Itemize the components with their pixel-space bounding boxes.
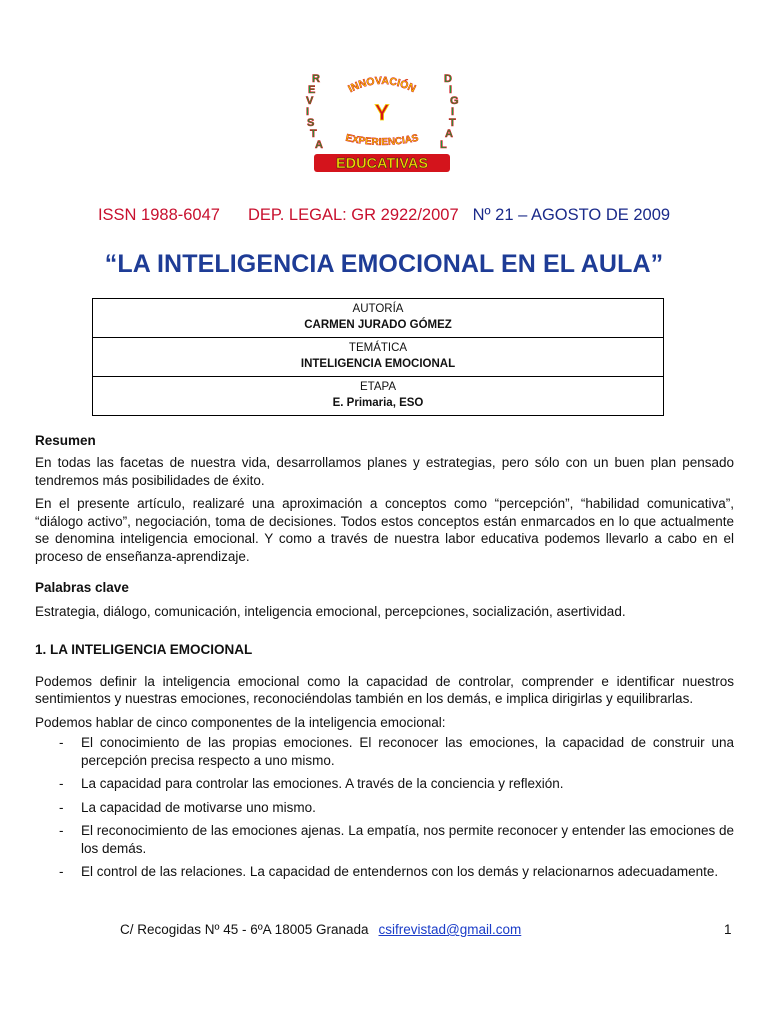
info-value: CARMEN JURADO GÓMEZ [304,319,452,331]
address-text: C/ Recogidas Nº 45 - 6ºA 18005 Granada [120,922,369,937]
logo-right-letter: A [445,128,453,140]
bullet-dash: - [59,776,64,791]
resumen-paragraph-1: En todas las facetas de nuestra vida, desarrollamos planes y estrategias, pero sólo con un buen plan pensado tendremos más posibilidades de éxito. [35,455,734,488]
page-number: 1 [724,922,732,937]
bullet-dash: - [59,799,64,815]
logo-left-letter: T [310,128,317,140]
dep-legal-text: DEP. LEGAL: GR 2922/2007 [247,206,459,224]
logo-left-letter: E [308,84,316,96]
footer-address [120,922,521,937]
info-label: TEMÁTICA [348,342,408,354]
list-item [35,775,734,793]
list-item-text: La capacidad para controlar las emociones. A través de la conciencia y reflexión. [81,776,564,791]
magazine-logo [296,68,468,178]
logo-left-letter: V [306,95,314,107]
logo-right-letter: I [451,106,455,118]
info-label: ETAPA [360,381,396,393]
info-label: AUTORÍA [352,303,404,315]
list-item-text: El conocimiento de las propias emociones. El reconocer las emociones, la capacidad de construir una percepción precisa respecto a uno mismo. [81,735,734,768]
logo-arc-text: INNOVACIÓN [346,74,418,96]
bullet-dash: - [59,823,64,838]
info-cell [93,299,664,338]
logo-right-letter: G [450,95,459,107]
keywords-text: Estrategia, diálogo, comunicación, inteligencia emocional, percepciones, socialización, asertividad. [35,604,626,619]
list-item-text: La capacidad de motivarse uno mismo. [81,799,316,815]
logo-base-text: EDUCATIVAS [335,156,429,172]
logo-right-letter: I [449,84,453,96]
info-row-authorship [93,299,664,338]
list-item [35,822,734,857]
logo-left-letter: I [306,106,310,118]
logo-right-letter: T [449,117,456,129]
publication-header [0,206,768,225]
keywords-heading: Palabras clave [35,580,129,595]
logo-right-letters [440,73,459,151]
info-cell [93,377,664,416]
issue-number-text: Nº 21 – AGOSTO DE 2009 [472,206,671,224]
section-1-heading: 1. LA INTELIGENCIA EMOCIONAL [35,641,253,657]
list-item-text: El control de las relaciones. La capacidad de entendernos con los demás y relacionarnos adecuadamente. [81,864,719,879]
article-title: “LA INTELIGENCIA EMOCIONAL EN EL AULA” [104,250,664,278]
logo-right-letter: L [440,139,447,151]
list-item [35,734,734,769]
info-row-topic [93,338,664,377]
logo-right-letter: D [444,73,452,85]
logo-exp-text: EXPERIENCIAS [344,132,420,149]
info-row-stage [93,377,664,416]
bullet-dash: - [59,735,64,750]
resumen-paragraph-2: En el presente artículo, realizaré una aproximación a conceptos como “percepción”, “habilidad comunicativa”, “diálogo activo”, negociación, toma de decisiones. Todos estos conceptos están enmarcados en lo que actualmente se denomina inteligencia emocional. Y como a través de nuestra labor educativa podemos llevarlo a cabo en el proceso de enseñanza-aprendizaje. [35,496,734,564]
logo-graphic [296,68,468,178]
logo-left-letters [306,73,323,151]
bullet-dash: - [59,864,64,879]
list-item-text: El reconocimiento de las emociones ajenas. La empatía, nos permite reconocer y entender las emociones de los demás. [81,823,734,856]
components-list [35,734,734,881]
info-cell [93,338,664,377]
logo-y-letter: Y [374,100,390,125]
section-1-paragraph-1: Podemos definir la inteligencia emocional como la capacidad de controlar, comprender e identificar nuestros sentimientos y nuestras emociones, reconociéndolas también en los demás, e implica dirigirlas y equilibrarlas. [35,673,734,706]
issn-text: ISSN 1988-6047 [97,206,220,224]
list-item [35,863,734,881]
logo-left-letter: S [307,117,315,129]
article-info-table [92,298,664,416]
info-value: INTELIGENCIA EMOCIONAL [300,358,456,370]
email-link[interactable]: csifrevistad@gmail.com [378,922,522,937]
resumen-heading: Resumen [35,433,96,448]
logo-left-letter: A [315,139,323,151]
logo-left-letter: R [312,73,320,85]
section-1-paragraph-2: Podemos hablar de cinco componentes de la inteligencia emocional: [35,714,446,730]
info-value: E. Primaria, ESO [332,397,424,409]
article-body [35,432,734,887]
list-item [35,799,734,817]
